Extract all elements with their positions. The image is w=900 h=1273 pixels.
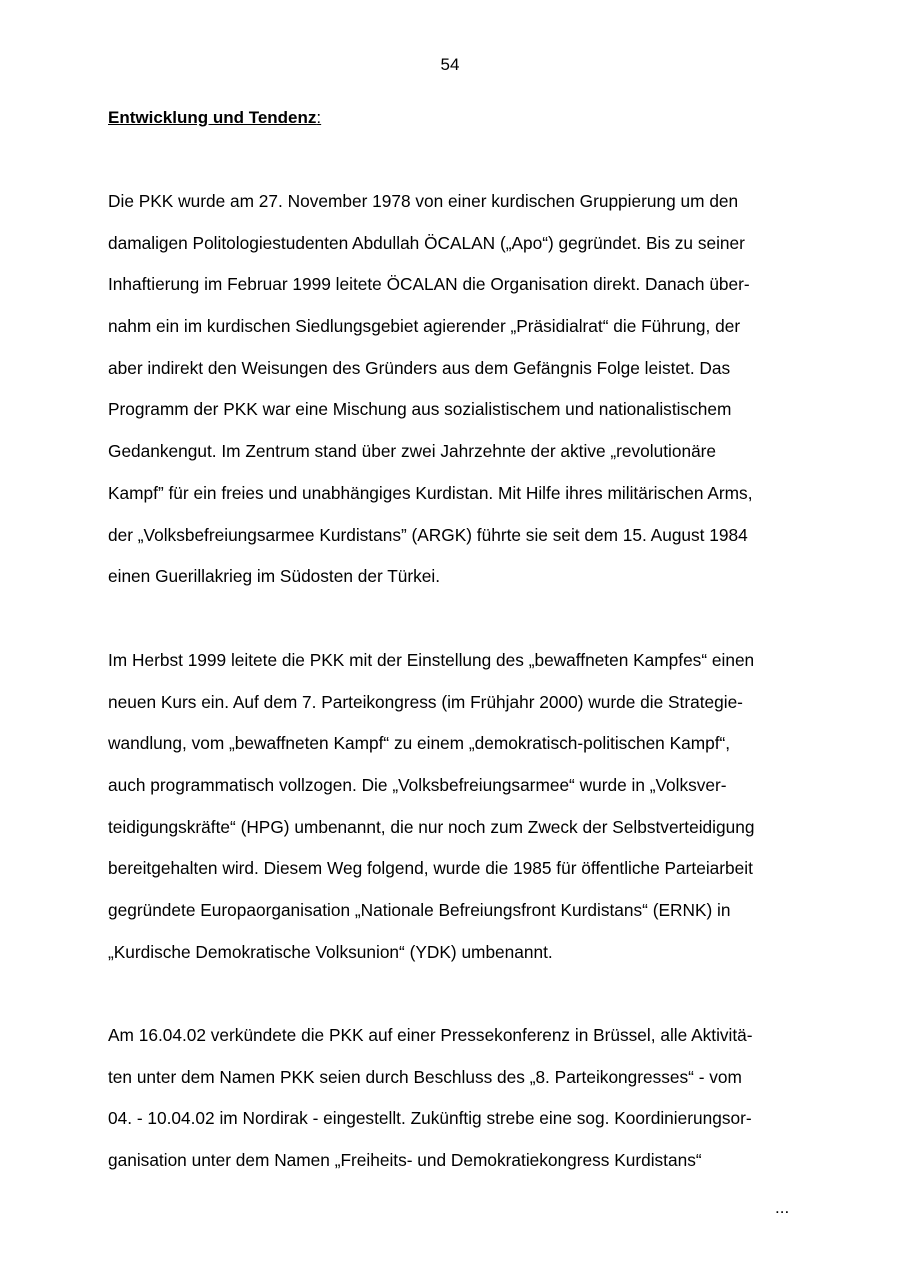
paragraph-line: Gedankengut. Im Zentrum stand über zwei Jahrzehnte der aktive „revolutionäre: [108, 441, 717, 462]
paragraph-line: auch programmatisch vollzogen. Die „Volksbefreiungsarmee“ wurde in „Volksver-: [108, 775, 727, 796]
paragraph-line: nahm ein im kurdischen Siedlungsgebiet agierender „Präsidialrat“ die Führung, der: [108, 316, 741, 337]
continuation-marker: ...: [775, 1198, 790, 1217]
paragraph-line: Im Herbst 1999 leitete die PKK mit der Einstellung des „bewaffneten Kampfes“ einen: [108, 650, 755, 670]
paragraph-line: damaligen Politologiestudenten Abdullah ÖCALAN („Apo“) gegründet. Bis zu seiner: [108, 232, 745, 253]
section-heading-text: Entwicklung und Tendenz: [108, 108, 317, 127]
paragraph-line: „Kurdische Demokratische Volksunion“ (YDK) umbenannt.: [108, 941, 553, 962]
paragraph-line: ganisation unter dem Namen „Freiheits- und Demokratiekongress Kurdistans“: [108, 1150, 702, 1171]
paragraph-history: [108, 191, 798, 608]
paragraph-line: 04. - 10.04.02 im Nordirak - eingestellt. Zukünftig strebe eine sog. Koordinierungsor-: [108, 1108, 752, 1129]
paragraph-line: neuen Kurs ein. Auf dem 7. Parteikongress (im Frühjahr 2000) wurde die Strategie-: [108, 691, 743, 712]
paragraph-line: ten unter dem Namen PKK seien durch Beschluss des „8. Parteikongresses“ - vom: [108, 1066, 742, 1087]
paragraph-new-course: [108, 650, 798, 984]
section-heading-colon: :: [316, 108, 322, 127]
paragraph-line: aber indirekt den Weisungen des Gründers aus dem Gefängnis Folge leistet. Das: [108, 357, 731, 378]
paragraph-line: teidigungskräfte“ (HPG) umbenannt, die nur noch zum Zweck der Selbstverteidigung: [108, 816, 755, 837]
paragraph-press-conference: [108, 1025, 798, 1192]
paragraph-line: Am 16.04.02 verkündete die PKK auf einer Pressekonferenz in Brüssel, alle Aktivitä-: [108, 1025, 753, 1045]
paragraph-line: der „Volksbefreiungsarmee Kurdistans” (ARGK) führte sie seit dem 15. August 1984: [108, 524, 748, 545]
paragraph-line: gegründete Europaorganisation „Nationale Befreiungsfront Kurdistans“ (ERNK) in: [108, 900, 731, 921]
page-number: 54: [440, 55, 460, 74]
section-heading: [108, 108, 321, 128]
paragraph-line: Inhaftierung im Februar 1999 leitete ÖCALAN die Organisation direkt. Danach über-: [108, 274, 750, 295]
paragraph-line: Kampf” für ein freies und unabhängiges Kurdistan. Mit Hilfe ihres militärischen Arms,: [108, 482, 753, 503]
paragraph-line: Die PKK wurde am 27. November 1978 von einer kurdischen Gruppierung um den: [108, 191, 739, 211]
paragraph-line: Programm der PKK war eine Mischung aus sozialistischem und nationalistischem: [108, 399, 732, 420]
paragraph-line: wandlung, vom „bewaffneten Kampf“ zu einem „demokratisch-politischen Kampf“,: [108, 733, 731, 754]
paragraph-line: einen Guerillakrieg im Südosten der Türkei.: [108, 566, 441, 587]
paragraph-line: bereitgehalten wird. Diesem Weg folgend, wurde die 1985 für öffentliche Parteiarbeit: [108, 858, 753, 879]
